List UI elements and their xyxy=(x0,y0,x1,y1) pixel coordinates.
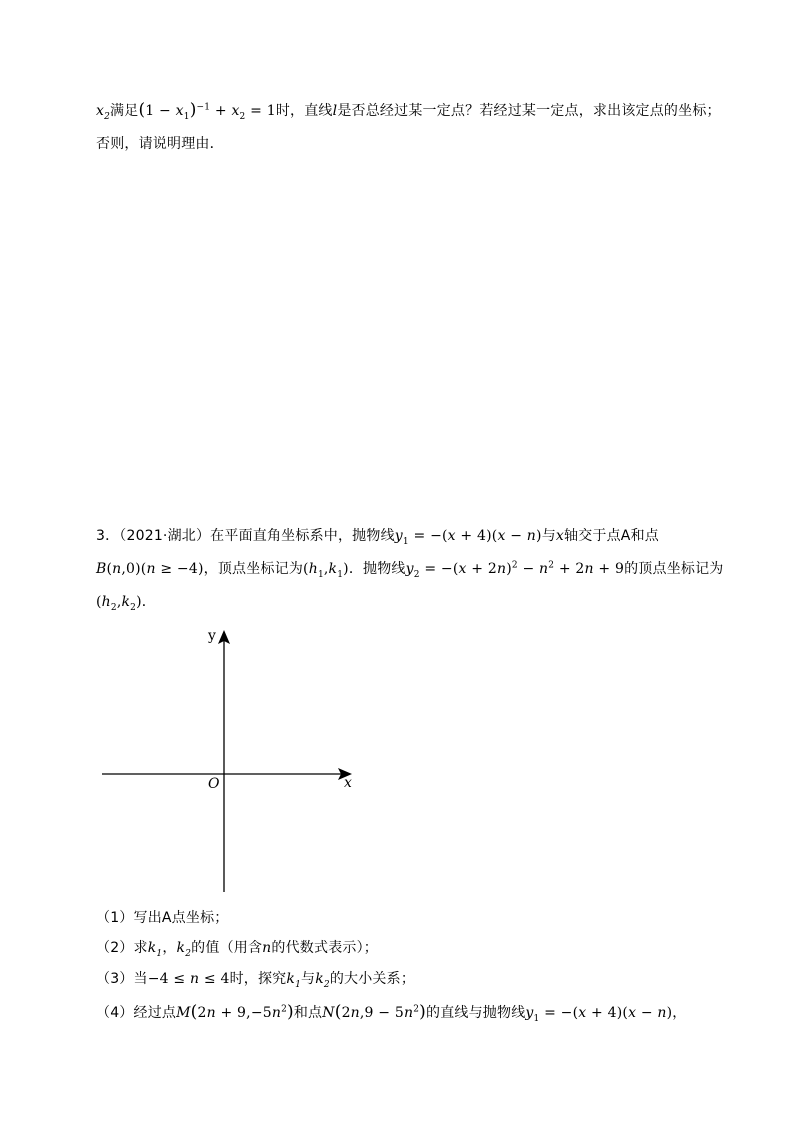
math-k1: $k_1$ xyxy=(147,940,163,959)
text-fragment: 时，直线 xyxy=(275,103,333,119)
top-paragraph-line-2: 否则，请说明理由． xyxy=(96,136,224,152)
text-fragment: ．抛物线 xyxy=(348,561,406,577)
math-vertex2: $(h_2,k_2)$ xyxy=(96,594,142,613)
y-axis-label: y xyxy=(208,628,216,644)
math-parabola-y2: $y_2 = -(x + 2n)^2 - n^2 + 2n + 9$ xyxy=(405,560,625,580)
math-point-m: $M(2n + 9,-5n^2)$ xyxy=(176,1002,294,1022)
text-fragment: 的顶点坐标记为 xyxy=(624,561,724,577)
text-fragment: （2）求 xyxy=(96,940,148,956)
math-vertex1: $(h_1,k_1)$ xyxy=(303,561,349,580)
text-fragment: 轴交于点A和点 xyxy=(564,528,659,544)
text-fragment: 时，探究 xyxy=(229,971,287,987)
text-fragment: ，顶点坐标记为 xyxy=(203,561,304,577)
math-l: l xyxy=(332,103,338,119)
text-fragment: 满足 xyxy=(110,103,139,119)
text-fragment: ． xyxy=(141,594,156,610)
math-x2: $x_2$ xyxy=(96,103,111,122)
text-fragment: ， xyxy=(672,1005,687,1021)
text-fragment: （3）当 xyxy=(96,971,148,987)
text-fragment: 3．（2021·湖北）在平面直角坐标系中，抛物线 xyxy=(96,528,395,544)
math-point-n: $N(2n,9 - 5n^2)$ xyxy=(322,1002,426,1022)
math-parabola-y1: $y_1 = -(x + 4)(x - n)$ xyxy=(525,1005,673,1024)
top-paragraph-line-1 xyxy=(96,100,721,121)
math-condition: $(1 - x_1)^{-1} + x_2 = 1$ xyxy=(138,100,276,122)
math-n: n xyxy=(262,940,272,956)
text-fragment: 的值（用含 xyxy=(191,940,263,956)
question3-line-3 xyxy=(96,592,156,612)
text-fragment: 的代数式表示）； xyxy=(271,940,378,956)
subquestion-2 xyxy=(96,938,378,958)
math-x: x xyxy=(555,528,564,544)
text-fragment: 与 xyxy=(301,971,316,987)
text-fragment: 与 xyxy=(541,528,556,544)
text-fragment: （4）经过点 xyxy=(96,1005,177,1021)
math-k2: $k_2$ xyxy=(176,940,192,959)
text-fragment: 的直线与抛物线 xyxy=(426,1005,526,1021)
text-fragment: ， xyxy=(162,940,177,956)
question3-line-2 xyxy=(96,559,724,579)
text-fragment: 的大小关系； xyxy=(329,971,416,987)
text-fragment: 是否总经过某一定点？若经过某一定点，求出该定点的坐标； xyxy=(337,103,721,119)
subquestion-4 xyxy=(96,1002,687,1023)
math-point-b: B(n,0)(n ≥ −4) xyxy=(96,561,204,577)
math-n-range: −4 ≤ n ≤ 4 xyxy=(147,971,230,987)
math-parabola-y1: $y_1 = -(x + 4)(x - n)$ xyxy=(394,528,542,547)
math-k1: $k_1$ xyxy=(286,971,301,990)
subquestion-3 xyxy=(96,969,415,989)
math-k2: $k_2$ xyxy=(315,971,330,990)
subquestion-1: （1）写出A点坐标； xyxy=(96,910,229,926)
origin-label: O xyxy=(208,776,220,792)
text-fragment: 和点 xyxy=(293,1005,323,1021)
coordinate-axes-figure xyxy=(96,624,366,896)
x-axis-label: x xyxy=(344,775,352,791)
question3-line-1 xyxy=(96,526,659,546)
